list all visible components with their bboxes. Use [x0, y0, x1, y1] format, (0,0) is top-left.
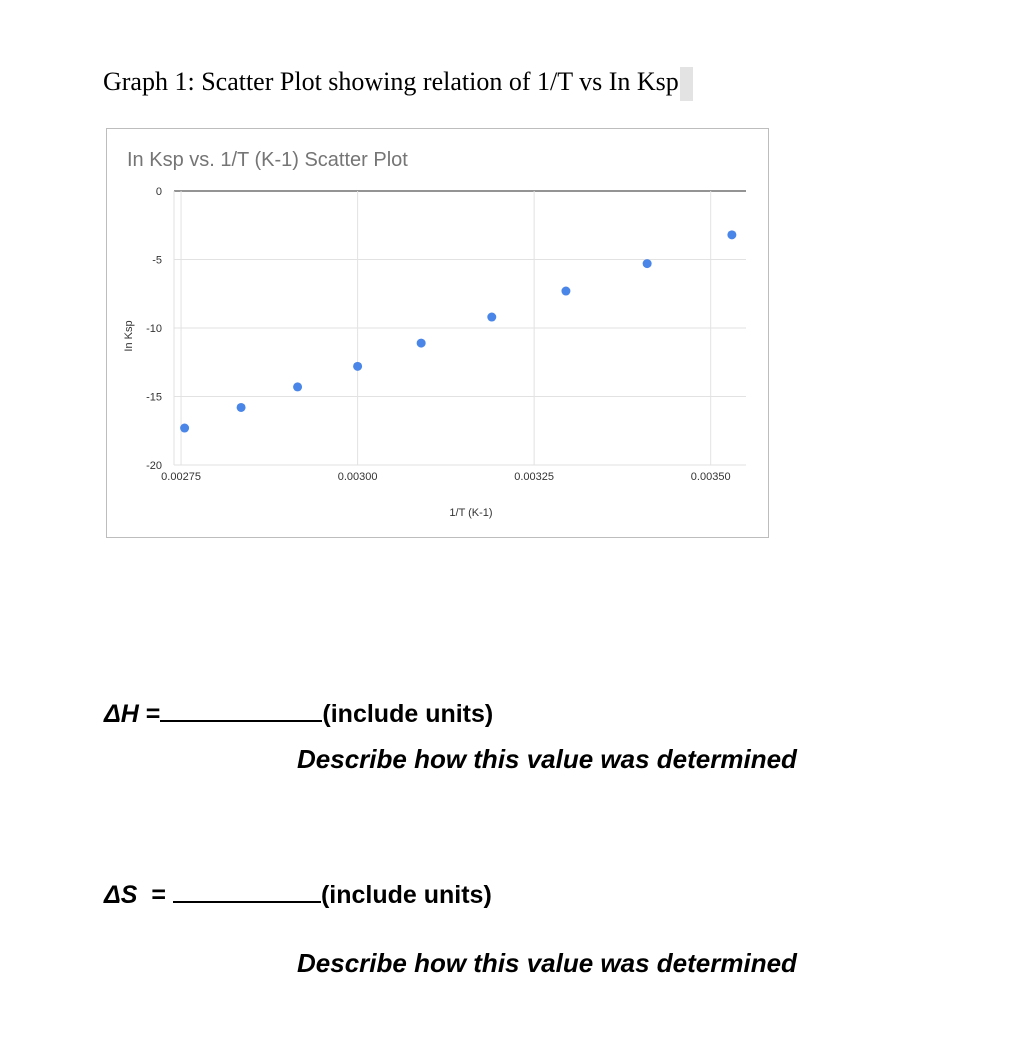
scatter-point	[487, 313, 496, 322]
delta-h-units: (include units)	[322, 700, 494, 728]
chart-tick-labels	[146, 186, 730, 483]
scatter-point	[293, 382, 302, 391]
delta-h-describe: Describe how this value was determined	[297, 744, 797, 774]
y-tick-label: -15	[146, 391, 162, 404]
graph-caption-text: Graph 1: Scatter Plot showing relation of 1/T vs In Ksp	[103, 67, 679, 96]
y-tick-label: 0	[155, 186, 162, 198]
delta-h-equals: =	[145, 700, 161, 728]
delta-h-blank	[160, 719, 322, 722]
chart-points	[180, 230, 736, 432]
x-tick-label: 0.00275	[161, 471, 201, 483]
delta-s-symbol: ΔS	[104, 881, 138, 909]
y-tick-label: -5	[152, 254, 162, 267]
delta-s-line	[104, 881, 492, 910]
x-axis-label: 1/T (K-1)	[449, 507, 493, 519]
delta-s-equals: =	[151, 881, 166, 909]
scatter-chart	[106, 128, 769, 538]
y-tick-label: -20	[146, 460, 162, 472]
scatter-point	[237, 403, 246, 412]
delta-h-line	[104, 700, 493, 729]
y-tick-label: -10	[146, 323, 162, 335]
chart-gridlines	[174, 191, 746, 465]
delta-s-blank	[173, 900, 321, 903]
scatter-point	[417, 339, 426, 348]
scatter-point	[353, 362, 362, 371]
x-tick-label: 0.00350	[690, 471, 731, 483]
x-tick-label: 0.00300	[337, 471, 378, 483]
text-cursor-highlight	[680, 67, 693, 101]
scatter-point	[561, 287, 570, 296]
chart-svg	[107, 129, 768, 537]
graph-caption	[103, 62, 693, 102]
x-tick-label: 0.00325	[514, 471, 555, 483]
delta-h-symbol: ΔH	[104, 700, 139, 728]
delta-s-units: (include units)	[320, 881, 492, 909]
y-axis-label: In Ksp	[123, 320, 135, 352]
chart-title: In Ksp vs. 1/T (K-1) Scatter Plot	[127, 149, 408, 171]
delta-s-describe: Describe how this value was determined	[297, 948, 797, 978]
scatter-point	[727, 230, 736, 239]
scatter-point	[643, 259, 652, 268]
scatter-point	[180, 424, 189, 433]
